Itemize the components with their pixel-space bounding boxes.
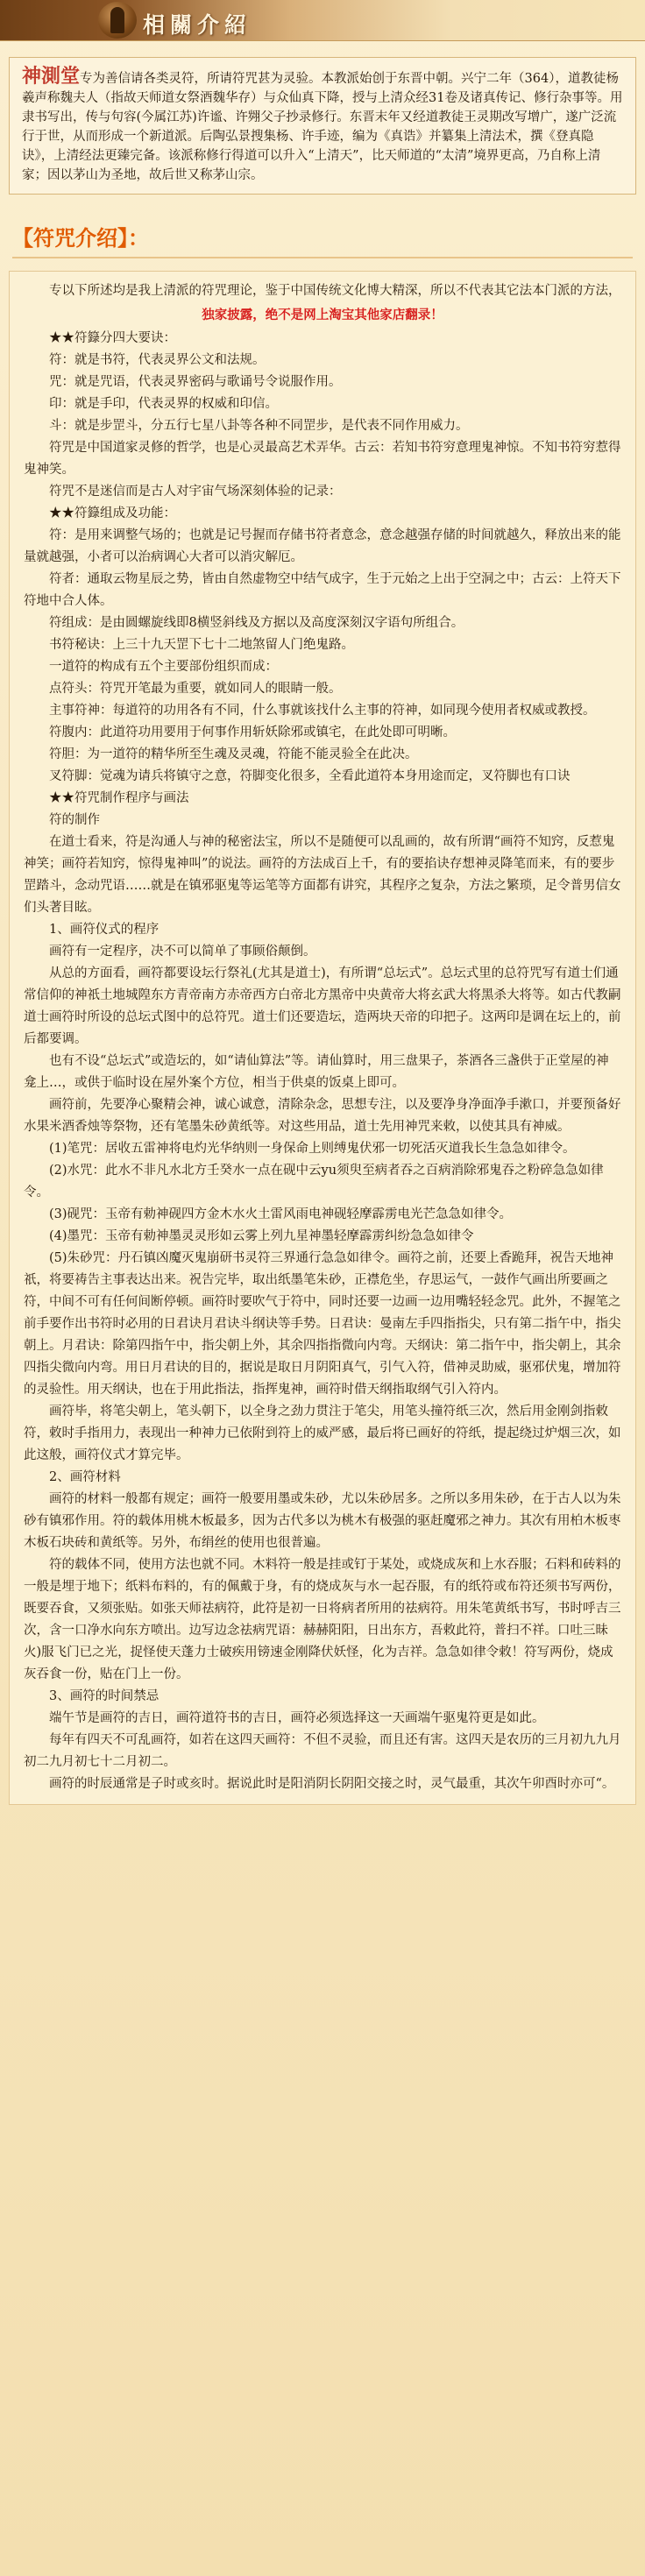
paragraph: 画符毕，将笔尖朝上，笔头朝下，以全身之劲力贯注于笔尖，用笔头撞符纸三次，然后用金刚剑指敕符，敕时手指用力，表现出一种神力已依附到符上的威严感，最后将已画好的符纸，提起绕过炉烟三次，如此这般，画符仪式才算完毕。 [24,1405,621,1462]
intro-text: 专为善信请各类灵符，所请符咒甚为灵验。本教派始创于东晋中朝。兴宁二年（364），道教徒杨羲声称魏夫人（指故天师道女祭酒魏华存）与众仙真下降，授与上清众经31卷及诸真传记、修行杂事等。用隶书写出，传与句容(今属江苏)许谧、许翙父子抄录修行。东晋末年又经道教徒王灵期改写增广，遂广泛流行于世，从而形成一个新道派。后陶弘景搜集杨、许手迹，编为《真诰》并纂集上清法术，撰《登真隐诀》，上清经法更臻完备。该派称修行得道可以升入“上清天”，比天师道的“太清”境界更高，乃自称上清家；因以茅山为圣地，故后世又称茅山宗。 [22,72,623,182]
paragraph: 斗：就是步罡斗，分五行七星八卦等各种不同罡步，是代表不同作用威力。 [49,419,469,433]
paragraph: 符者：通取云物星辰之势，皆由自然虚物空中结气成字，生于元始之上出于空洞之中；古云：上符天下符地中合人体。 [24,572,621,608]
paragraph: 专以下所述均是我上清派的符咒理论，鉴于中国传统文化博大精深，所以不代表其它法本门派的方法， [49,284,621,298]
paragraph: 符的制作 [49,813,100,827]
paragraph: 书符秘诀：上三十九天罡下七十二地煞留人门绝鬼路。 [49,638,354,652]
paragraph: ★★符咒制作程序与画法 [49,791,189,805]
exclusive-notice: 独家披露，绝不是网上淘宝其他家店翻录！ [202,308,443,322]
paragraph: (2)水咒：此水不非凡水北方壬癸水一点在砚中云yu须臾至病者吞之百病消除邪鬼吞之粉碎急急如律令。 [24,1164,604,1200]
paragraph: 符组成：是由圆螺旋线即8横竖斜线及方据以及高度深刻汉字语句所组合。 [49,616,464,630]
paragraph: 画符有一定程序，决不可以简单了事顾俗颠倒。 [49,945,316,959]
section-heading: 【符咒介绍】： [12,221,633,258]
paragraph: 咒：就是咒语，代表灵界密码与歌诵号令说服作用。 [49,375,342,389]
banner-title: 相關介紹 [143,12,252,38]
content-block [9,271,636,1805]
brand-name: 神測堂 [22,65,81,88]
paragraph: 端午节是画符的吉日，画符道符书的吉日，画符必须选择这一天画端午驱鬼符更是如此。 [49,1711,545,1725]
subsection-heading: 1、画符仪式的程序 [49,923,159,937]
paragraph: 一道符的构成有五个主要部份组织而成： [49,660,278,674]
paragraph: 在道士看来，符是沟通人与神的秘密法宝，所以不是随便可以乱画的，故有所谓“画符不知窍，反惹鬼神笑；画符若知窍，惊得鬼神叫”的说法。画符的方法成百上千，有的要掐诀存想神灵降笔而来，有的要步罡踏斗，念动咒语……就是在镇邪驱鬼等运笔等方面都有讲究，其程序之复杂，方法之繁琐，足令普男信女们头著目眩。 [24,835,621,915]
subsection-heading: 3、画符的时间禁忌 [49,1689,159,1703]
subsection-heading: 2、画符材料 [49,1470,121,1484]
paragraph: 符胆：为一道符的精华所至生魂及灵魂，符能不能灵验全在此决。 [49,747,418,761]
paragraph: 符：是用来调整气场的；也就是记号握而存储书符者意念，意念越强存储的时间就越久，释放出来的能量就越强，小者可以治病调心大者可以消灾解厄。 [24,528,621,564]
paragraph: (4)墨咒：玉帝有勅神墨灵灵形如云雾上列九星神墨轻摩霹雳纠纷急急如律令 [49,1229,474,1243]
paragraph: ★★符籙分四大要诀： [49,331,176,345]
taoist-figure-icon [98,2,137,39]
paragraph: 符腹内：此道符功用要用于何事作用斩妖除邪或镇宅，在此处即可明晰。 [49,725,456,740]
intro-block [9,57,636,195]
paragraph: 符的载体不同，使用方法也就不同。木料符一般是挂或钉于某处，或烧成灰和上水吞服；石料和砖料的一般是埋于地下；纸料布料的，有的佩戴于身，有的烧成灰与水一起吞服，有的纸符或布符还须书写两份，既要吞食，又须张贴。如张天师祛病符，此符是初一日将病者所用的祛病符。用朱笔黄纸书写，书时呼吉三次，含一口净水向东方喷出。边写边念祛病咒语：赫赫阳阳，日出东方，吾敕此符，普扫不祥。口吐三昧火)服飞门已之光，捉怪使天蓬力士破疾用镑速金刚降伏妖怪，化为吉祥。急急如律令敕！符写两份，烧成灰吞食一份，贴在门上一份。 [24,1558,621,1681]
paragraph: ★★符籙组成及功能： [49,506,176,520]
paragraph: 每年有四天不可乱画符，如若在这四天画符：不但不灵验，而且还有害。这四天是农历的三月初九九月初二九月初七十二月初二。 [24,1733,621,1769]
paragraph: 叉符脚：觉魂为请兵将镇守之意，符脚变化很多，全看此道符本身用途而定，叉符脚也有口诀 [49,769,571,783]
paragraph: 符咒是中国道家灵修的哲学，也是心灵最高艺术弄华。古云：若知书符穷意理鬼神惊。不知书符穷惹得鬼神笑。 [24,441,621,477]
paragraph: 画符的材料一般都有规定；画符一般要用墨或朱砂，尤以朱砂居多。之所以多用朱砂，在于古人以为朱砂有镇邪作用。符的载体用桃木板最多，因为古代多以为桃木有极强的驱赶魔邪之神力。其次有用柏木板枣木板石块砖和黄纸等。另外，布绢丝的使用也很普遍。 [24,1492,621,1550]
header-banner [0,0,645,41]
paragraph: 印：就是手印，代表灵界的权威和印信。 [49,397,278,411]
paragraph: (5)朱砂咒：丹石镇凶魔灭鬼崩研书灵符三界通行急急如律令。画符之前，还要上香跪拜，祝告天地神祇，将要祷告主事表达出来。祝告完毕，取出纸墨笔朱砂，正襟危坐，存思运气，一鼓作气画出所要画之符，中间不可有任何间断停顿。画符时要吹气于符中，同时还要一边画一边用嘴轻轻念咒。此外，不握笔之前手要作出书符时必用的日君诀月君诀斗纲诀等手势。日君诀：曼南左手四指指尖，只有第二指午中，指尖朝上。月君诀：除第四指午中，指尖朝上外，其余四指指微向内弯。天纲诀：第二指午中，指尖朝上，其余四指尖微向内弯。用日月君诀的目的，据说是取日月阴阳真气，引气入符，借神灵助威，驱邪伏鬼，增加符的灵验性。用天纲诀，也在于用此指法，指挥鬼神，画符时借天纲指取纲气引入符内。 [24,1251,621,1397]
paragraph: 也有不设“总坛式”或造坛的，如“请仙算法”等。请仙算时，用三盘果子，茶酒各三盏供于正堂屋的神龛上…，或供于临时设在屋外案个方位，相当于供桌的饭桌上即可。 [24,1054,609,1090]
paragraph: 画符前，先要净心聚精会神，诚心诚意，清除杂念，思想专注，以及要净身净面净手漱口，并要预备好水果米酒香烛等祭物，还有笔墨朱砂黄纸等。对这些用品，道士先用神咒来敕，以使其具有神威。 [24,1098,621,1134]
paragraph: (1)笔咒：居收五雷神将电灼光华纳则一身保命上则缚鬼伏邪一切死活灭道我长生急急如律令。 [49,1142,576,1156]
paragraph: 从总的方面看，画符都要设坛行祭礼(尤其是道士)，有所谓“总坛式”。总坛式里的总符咒写有道士们通常信仰的神祇土地城隍东方青帝南方赤帝西方白帝北方黑帝中央黄帝大将玄武大将黑杀大将等。如古代教嗣道士画符时所设的总坛式图中的总符咒。道士们还要造坛，造两块天帝的印把子。这两印是调在坛上的，前后都要调。 [24,966,621,1046]
paragraph: 符：就是书符，代表灵界公文和法规。 [49,353,266,367]
paragraph: 主事符神：每道符的功用各有不同，什么事就该找什么主事的符神，如同现今使用者权威或教授。 [49,704,596,718]
paragraph: 画符的时辰通常是子时或亥时。据说此时是阳消阴长阴阳交接之时，灵气最重，其次午卯酉时亦可“。 [49,1777,615,1791]
paragraph: 符咒不是迷信而是古人对宇宙气场深刻体验的记录： [49,485,342,499]
paragraph: (3)砚咒：玉帝有勅神砚四方金木水火土雷风雨电神砚轻摩霹雳电光芒急急如律令。 [49,1207,513,1221]
paragraph: 点符头：符咒开笔最为重要，就如同人的眼睛一般。 [49,682,342,696]
